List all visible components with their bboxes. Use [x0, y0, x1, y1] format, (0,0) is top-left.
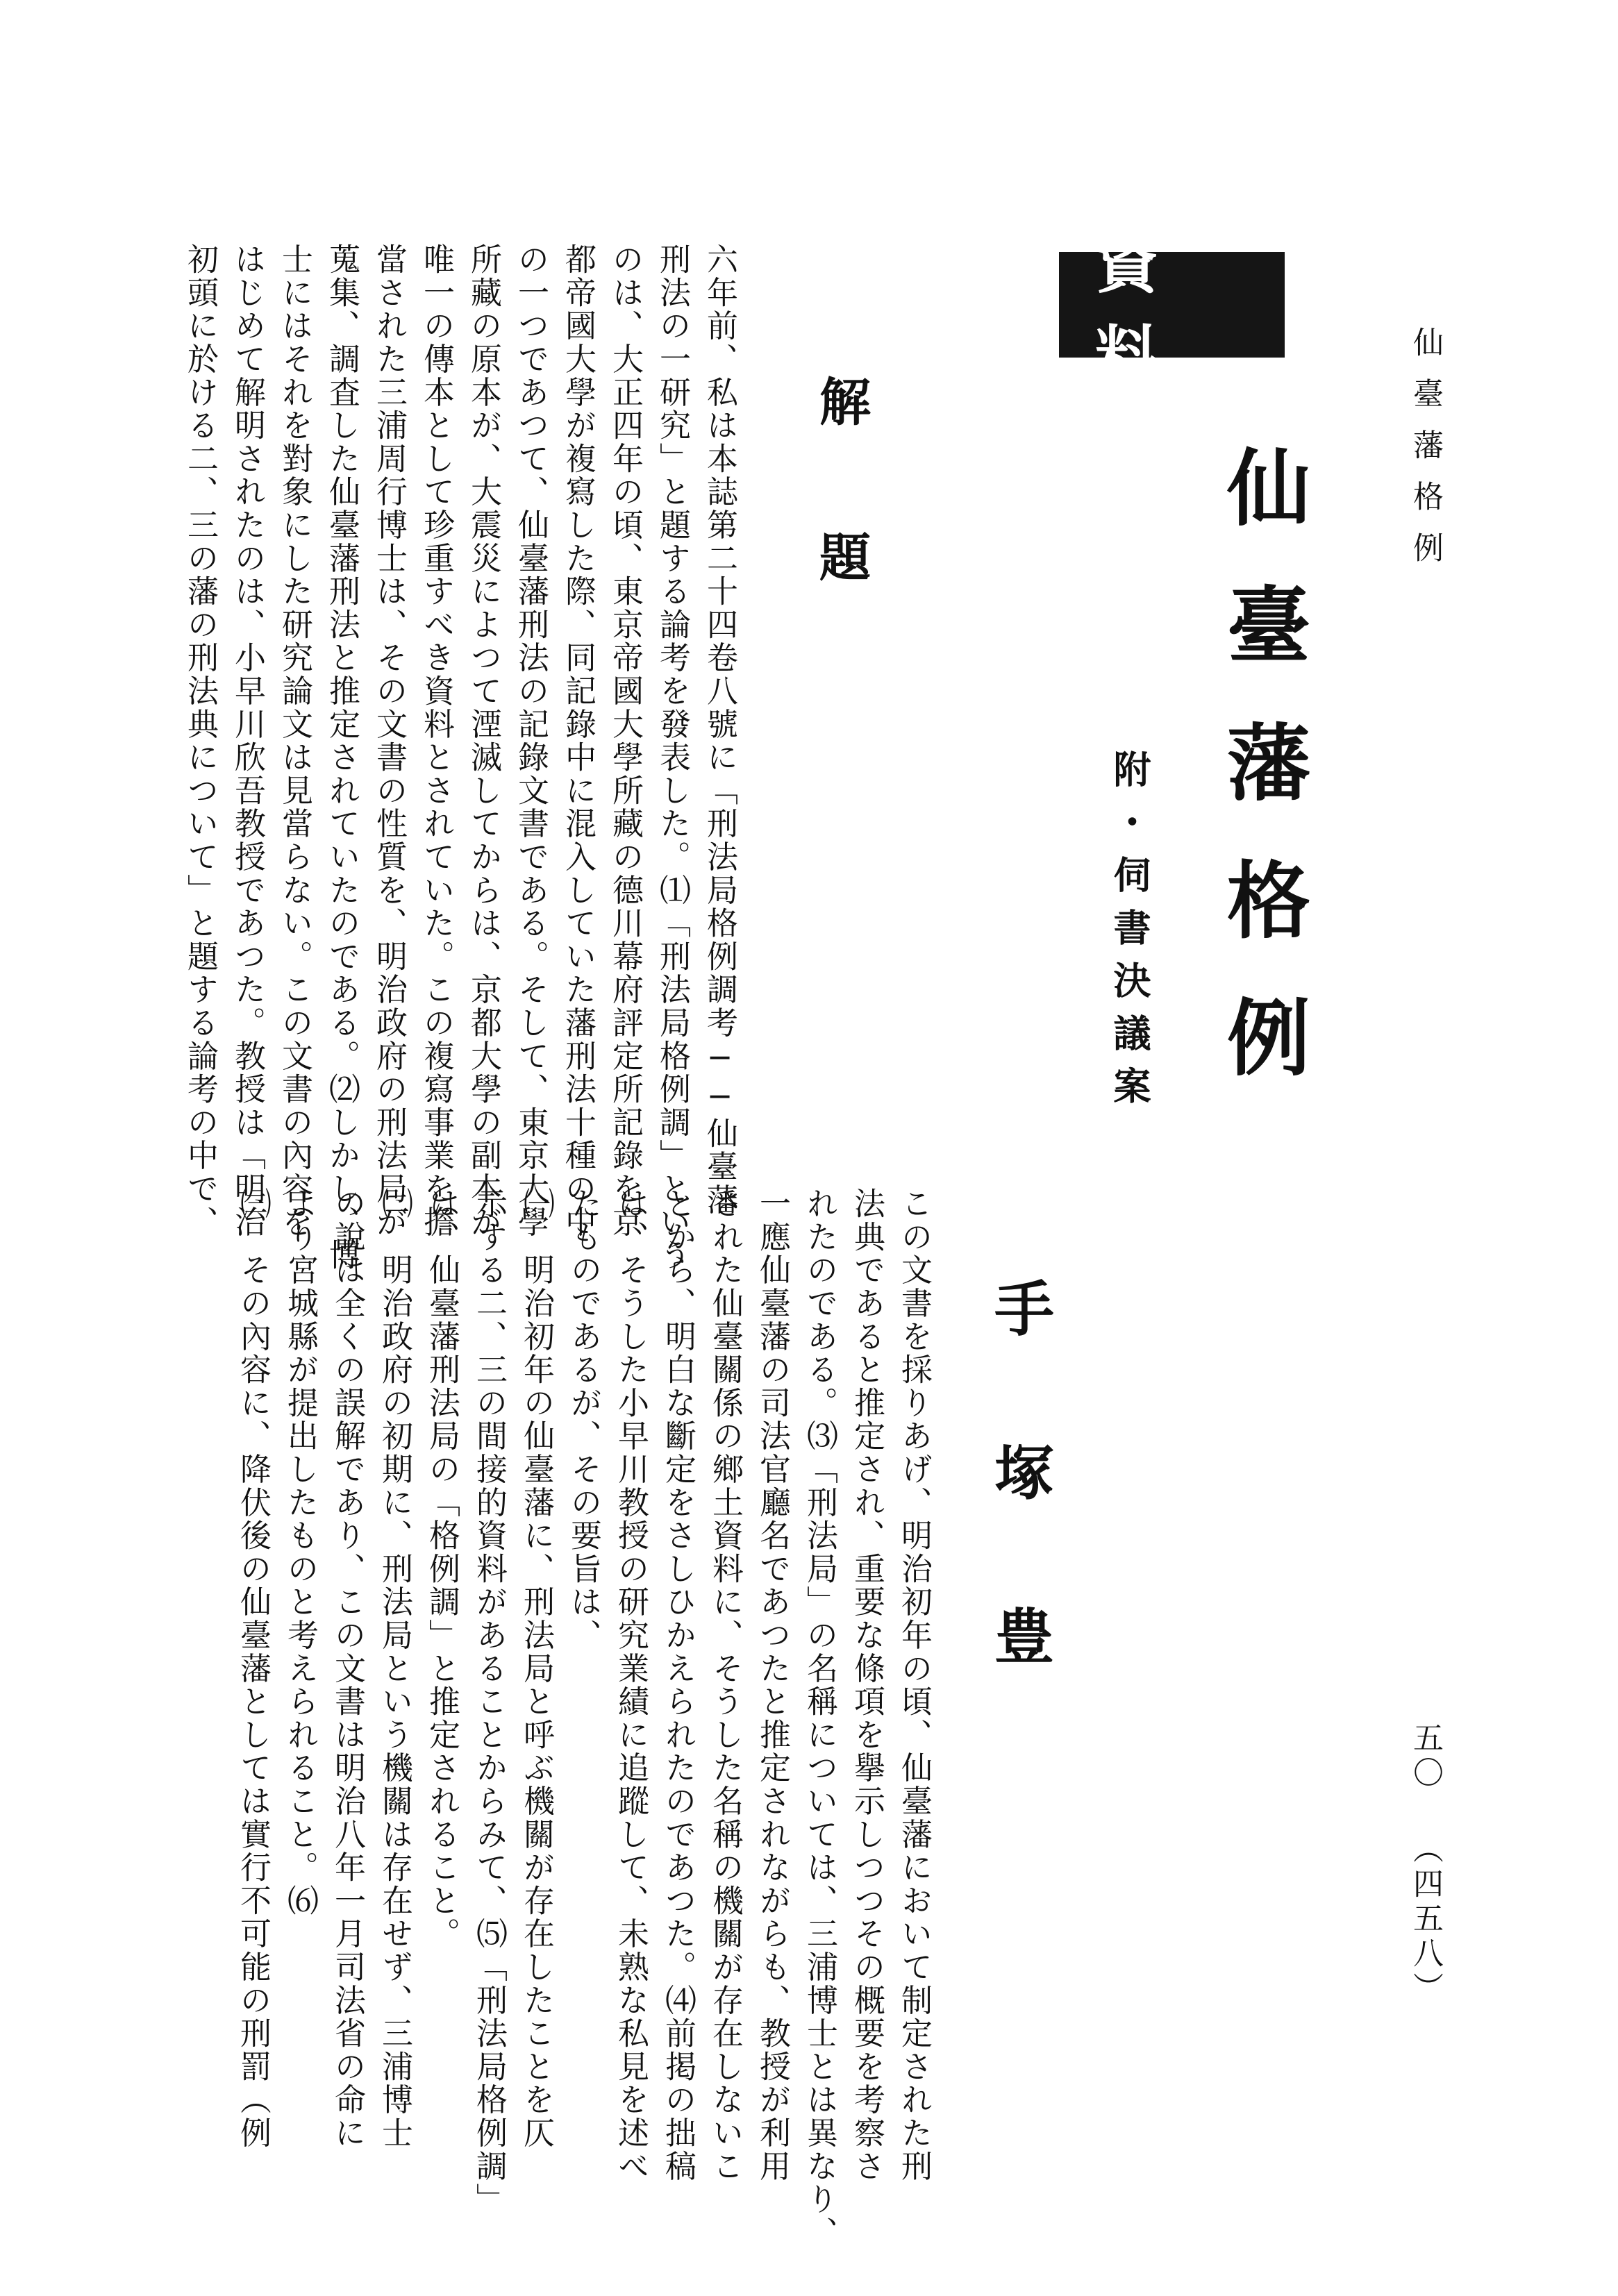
text-line: 士にはそれを對象にした研究論文は見當らない。この文書の內容を [276, 243, 313, 1239]
section-badge: 資料 [1059, 252, 1285, 358]
text-line: 刑法の一研究」と題する論考を發表した。⑴「刑法局格例調」という [654, 243, 691, 1272]
text-line: たものであるが、その要旨は、 [565, 1187, 602, 1652]
article-subtitle: 附・伺書決議案 [1108, 750, 1151, 1119]
running-title: 仙臺藩格例 [1408, 326, 1443, 583]
text-line: のは、大正四年の頃、東京帝國大學所藏の德川幕府評定所記錄を京 [607, 243, 644, 1239]
text-line: 初頭に於ける二、三の藩の刑法典について」と題する論考の中で、 [182, 243, 219, 1239]
lower-text-block [174, 1187, 937, 2249]
text-line: はじめて解明されたのは、小早川欣吾教授であつた。教授は「明治 [229, 243, 266, 1239]
text-line: は、そうした小早川教授の研究業績に追蹤して、未熟な私見を述べ [612, 1187, 649, 2183]
text-line: 法典であると推定され、重要な條項を擧示しつつその概要を考察さ [849, 1187, 885, 2183]
text-line: とから、明白な斷定をさしひかえられたのであつた。⑷前掲の拙稿 [660, 1187, 697, 2183]
page-number: 五〇 [1408, 1722, 1443, 1791]
upper-text-block [174, 243, 743, 1272]
text-line: の說は全くの誤解であり、この文書は明治八年一月司法省の命に [329, 1187, 366, 2150]
section-heading: 解題 [811, 375, 871, 686]
text-line: 當された三浦周行博士は、その文書の性質を、明治政府の刑法局が [371, 243, 408, 1239]
author-name: 手塚豊 [984, 1277, 1053, 1769]
text-line: 示する二、三の間接的資料があることからみて、⑸「刑法局格例調」 [471, 1187, 508, 2216]
text-line: 六年前、私は本誌第二十四卷八號に「刑法局格例調考──仙臺藩 [701, 243, 738, 1217]
text-line: ㈠ 明治初年の仙臺藩に、刑法局と呼ぶ機關が存在したことを仄 [518, 1187, 555, 2150]
text-line: された仙臺關係の鄉土資料に、そうした名稱の機關が存在しないこ [707, 1187, 744, 2183]
page-number-alt: （四五八） [1408, 1833, 1443, 2006]
text-line: 一應仙臺藩の司法官廳名であつたと推定されながらも、教授が利用 [754, 1187, 791, 2183]
text-line: この文書を採りあげ、明治初年の頃、仙臺藩において制定された刑 [896, 1187, 933, 2183]
text-line: ㈢ その內容に、降伏後の仙臺藩としては實行不可能の刑罰（例 [235, 1187, 272, 2150]
text-line: 唯一の傳本として珍重すべき資料とされていた。この複寫事業を擔 [418, 243, 455, 1239]
text-line: 蒐集、調査した仙臺藩刑法と推定されていたのである。⑵しかし、博 [324, 243, 360, 1272]
text-line: の一つであつて、仙臺藩刑法の記錄文書である。そして、東京大學 [512, 243, 549, 1239]
article-title: 仙臺藩格例 [1213, 444, 1310, 1132]
text-line: ㈡ 明治政府の初期に、刑法局という機關は存在せず、三浦博士 [376, 1187, 413, 2150]
text-line: より宮城縣が提出したものと考えられること。⑹ [282, 1187, 319, 1918]
text-line: 都帝國大學が複寫した際、同記錄中に混入していた藩刑法十種の中 [560, 243, 597, 1239]
text-line: 所藏の原本が、大震災によつて湮滅してからは、京都大學の副本が [465, 243, 502, 1239]
text-line: れたのである。⑶「刑法局」の名稱については、三浦博士とは異なり、 [801, 1187, 838, 2249]
text-line: は、仙臺藩刑法局の「格例調」と推定されること。 [424, 1187, 460, 1951]
